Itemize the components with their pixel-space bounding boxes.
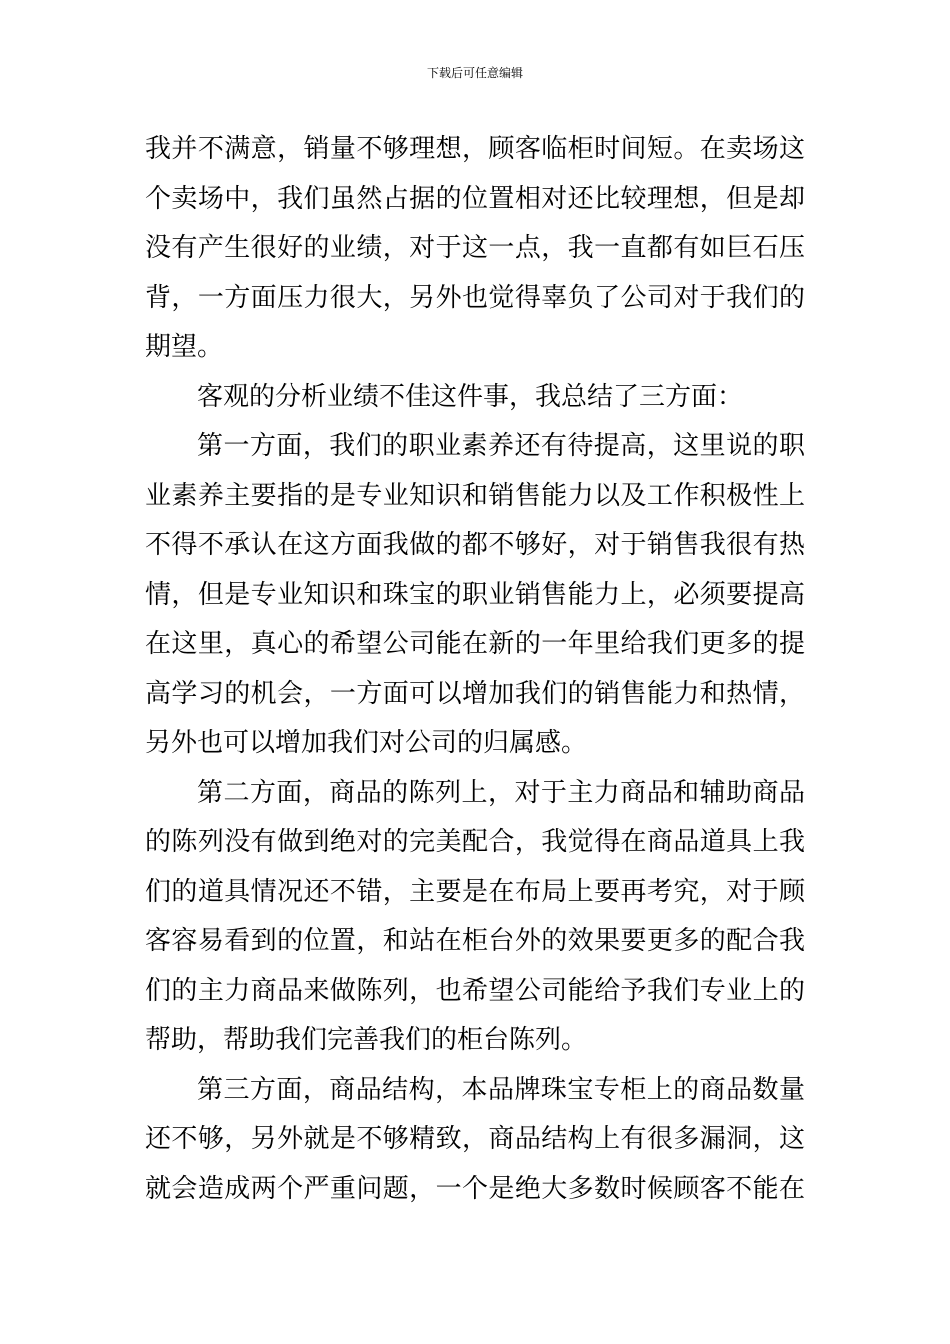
text-line: 高学习的机会，一方面可以增加我们的销售能力和热情， xyxy=(145,678,805,709)
text-line: 帮助，帮助我们完善我们的柜台陈列。 xyxy=(145,1025,588,1055)
document-body xyxy=(145,125,805,1214)
text-line: 第三方面，商品结构，本品牌珠宝专柜上的商品数量 xyxy=(197,1074,805,1105)
text-line: 客观的分析业绩不佳这件事，我总结了三方面： xyxy=(197,381,744,412)
text-line: 我并不满意，销量不够理想，顾客临柜时间短。在卖场这 xyxy=(145,134,805,164)
text-line: 在这里，真心的希望公司能在新的一年里给我们更多的提 xyxy=(145,629,805,659)
text-line: 们的主力商品来做陈列，也希望公司能给予我们专业上的 xyxy=(145,975,805,1006)
text-line: 另外也可以增加我们对公司的归属感。 xyxy=(145,728,588,758)
text-line: 还不够，另外就是不够精致，商品结构上有很多漏洞，这 xyxy=(145,1124,805,1154)
text-line: 个卖场中，我们虽然占据的位置相对还比较理想，但是却 xyxy=(145,183,805,214)
text-line: 就会造成两个严重问题，一个是绝大多数时候顾客不能在 xyxy=(145,1173,805,1204)
text-line: 业素养主要指的是专业知识和销售能力以及工作积极性上 xyxy=(145,480,805,511)
page-header: 下载后可任意编辑 xyxy=(426,66,523,80)
text-line: 客容易看到的位置，和站在柜台外的效果要更多的配合我 xyxy=(145,926,805,956)
text-line: 第二方面，商品的陈列上，对于主力商品和辅助商品 xyxy=(197,777,805,808)
text-line: 们的道具情况还不错，主要是在布局上要再考究，对于顾 xyxy=(145,876,805,907)
text-line: 的陈列没有做到绝对的完美配合，我觉得在商品道具上我 xyxy=(145,827,805,857)
text-line: 没有产生很好的业绩，对于这一点，我一直都有如巨石压 xyxy=(145,233,805,263)
text-line: 不得不承认在这方面我做的都不够好，对于销售我很有热 xyxy=(145,530,805,560)
text-line: 情，但是专业知识和珠宝的职业销售能力上，必须要提高 xyxy=(145,579,805,610)
text-line: 第一方面，我们的职业素养还有待提高，这里说的职 xyxy=(197,431,805,461)
text-line: 背，一方面压力很大，另外也觉得辜负了公司对于我们的 xyxy=(145,282,805,313)
text-line: 期望。 xyxy=(145,332,224,362)
